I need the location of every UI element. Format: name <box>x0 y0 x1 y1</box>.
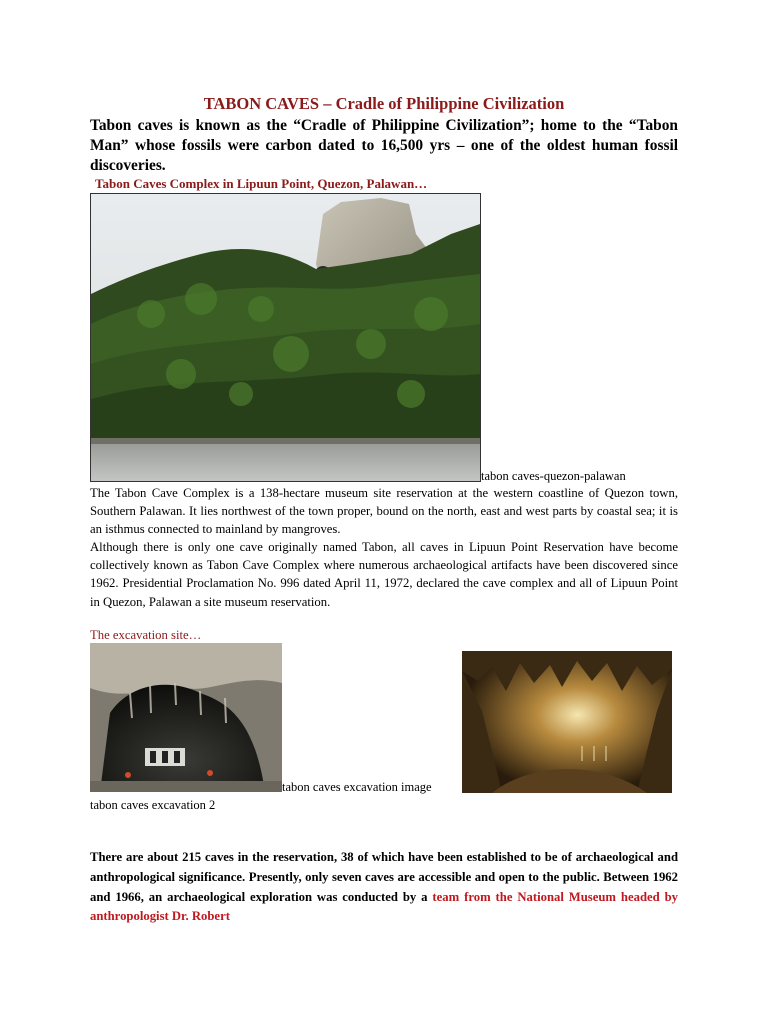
page-title: TABON CAVES – Cradle of Philippine Civilization <box>203 94 565 113</box>
paragraph-2: Although there is only one cave originally named Tabon, all caves in Lipuun Point Reservation have become collectively known as Tabon Cave Complex where numerous archaeological artifacts have been discovered since 1962. Presidential Proclamation No. 996 dated April 11, 1972, declared the cave complex and all of Lipuun Point in Quezon, Palawan a site museum reservation. <box>90 540 678 609</box>
cave-entrance-image <box>90 643 282 792</box>
excavation-photo-b <box>462 651 672 793</box>
main-photo-caption: tabon caves-quezon-palawan <box>481 469 626 483</box>
paragraph-3-text: There are about 215 caves in the reservation, 38 of which have been established to be of archaeological and anthropological significance. Presently, only seven caves are accessible and open to the public. Between 1962 and 1966, an archaeological exploration was conducted by a <box>90 850 678 904</box>
excavation-caption-a: tabon caves excavation image <box>282 780 432 794</box>
excavation-caption-b: tabon caves excavation 2 <box>90 798 216 812</box>
photo-subheading: Tabon Caves Complex in Lipuun Point, Quezon, Palawan… <box>95 176 428 191</box>
excavation-photo-a <box>90 643 282 792</box>
excavation-heading: The excavation site… <box>90 628 202 642</box>
paragraph-3 <box>90 848 678 927</box>
cliff-forest-image <box>91 194 480 481</box>
paragraph-1: The Tabon Cave Complex is a 138-hectare museum site reservation at the western coastline of Quezon town, Southern Palawan. It lies northwest of the town proper, bound on the north, east and west parts by coastal sea; it is an isthmus connected to mainland by mangroves. <box>90 486 678 537</box>
national-museum-team-text: team from the National Museum headed by anthropologist Dr. Robert <box>90 889 678 924</box>
main-cave-photo <box>90 193 481 482</box>
cave-interior-image <box>462 651 672 793</box>
lead-paragraph: Tabon caves is known as the “Cradle of Philippine Civilization”; home to the “Tabon Man” whose fossils were carbon dated to 16,500 yrs – one of the oldest human fossil discoveries. <box>90 117 678 174</box>
